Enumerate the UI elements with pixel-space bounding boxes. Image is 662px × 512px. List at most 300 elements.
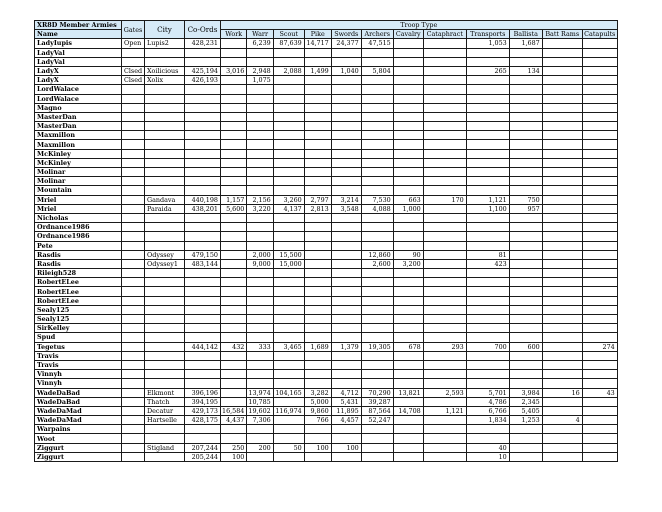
gates-cell <box>122 94 145 103</box>
archers-cell <box>361 333 393 342</box>
pike-cell <box>304 379 331 388</box>
scout-cell <box>273 360 304 369</box>
pike-cell <box>304 103 331 112</box>
cavalry-cell <box>393 305 423 314</box>
scout-cell <box>273 140 304 149</box>
batt-rams-cell <box>542 140 582 149</box>
cavalry-cell <box>393 269 423 278</box>
city-cell <box>145 149 185 158</box>
ballista-cell <box>509 315 542 324</box>
catapults-cell <box>582 76 617 85</box>
cataphract-cell <box>423 269 466 278</box>
cavalry-cell <box>393 397 423 406</box>
city-cell <box>145 186 185 195</box>
coords-cell <box>185 333 221 342</box>
batt-rams-cell <box>542 259 582 268</box>
cavalry-cell <box>393 177 423 186</box>
coords-cell <box>185 140 221 149</box>
swords-cell: 24,377 <box>331 39 361 48</box>
archers-cell <box>361 425 393 434</box>
cavalry-cell <box>393 379 423 388</box>
coords-cell <box>185 370 221 379</box>
city-cell <box>145 158 185 167</box>
swords-cell <box>331 315 361 324</box>
gates-cell <box>122 186 145 195</box>
scout-cell <box>273 232 304 241</box>
batt-rams-cell <box>542 443 582 452</box>
archers-cell: 39,287 <box>361 397 393 406</box>
batt-rams-cell <box>542 342 582 351</box>
catapults-cell <box>582 416 617 425</box>
city-cell: Decatur <box>145 406 185 415</box>
cataphract-cell <box>423 39 466 48</box>
swords-cell <box>331 370 361 379</box>
troop-col-header: Batt Rams <box>542 30 582 39</box>
pike-cell: 2,797 <box>304 195 331 204</box>
coords-cell <box>185 269 221 278</box>
table-row <box>35 250 618 259</box>
name-cell: Magno <box>35 103 122 112</box>
name-cell: Travis <box>35 351 122 360</box>
work-cell <box>221 76 247 85</box>
catapults-cell <box>582 112 617 121</box>
batt-rams-cell <box>542 103 582 112</box>
coords-cell <box>185 223 221 232</box>
city-cell <box>145 131 185 140</box>
archers-cell: 70,290 <box>361 388 393 397</box>
coords-cell <box>185 434 221 443</box>
swords-cell <box>331 168 361 177</box>
name-cell: Rileigh528 <box>35 269 122 278</box>
gates-cell <box>122 149 145 158</box>
city-cell <box>145 360 185 369</box>
ballista-cell <box>509 57 542 66</box>
city-cell: Hartselle <box>145 416 185 425</box>
warr-cell <box>247 241 273 250</box>
warr-cell <box>247 360 273 369</box>
gates-cell <box>122 434 145 443</box>
name-cell: WadeDaMad <box>35 406 122 415</box>
cavalry-cell <box>393 315 423 324</box>
pike-cell <box>304 140 331 149</box>
archers-cell <box>361 232 393 241</box>
archers-cell <box>361 158 393 167</box>
batt-rams-cell <box>542 397 582 406</box>
cavalry-cell: 13,821 <box>393 388 423 397</box>
work-cell: 100 <box>221 452 247 461</box>
city-cell <box>145 324 185 333</box>
table-row <box>35 140 618 149</box>
coords-header: Co-Ords <box>185 21 221 39</box>
work-cell <box>221 287 247 296</box>
cataphract-cell <box>423 94 466 103</box>
gates-cell <box>122 452 145 461</box>
cataphract-cell <box>423 66 466 75</box>
city-cell <box>145 232 185 241</box>
gates-header: Gates <box>122 21 145 39</box>
swords-cell <box>331 379 361 388</box>
archers-cell <box>361 278 393 287</box>
warr-cell <box>247 351 273 360</box>
coords-cell: 205,244 <box>185 452 221 461</box>
ballista-cell <box>509 103 542 112</box>
coords-cell <box>185 149 221 158</box>
warr-cell <box>247 315 273 324</box>
scout-cell <box>273 452 304 461</box>
gates-cell <box>122 213 145 222</box>
catapults-cell <box>582 259 617 268</box>
name-cell: LadyVal <box>35 57 122 66</box>
troop-col-header: Cataphract <box>423 30 466 39</box>
coords-cell <box>185 241 221 250</box>
work-cell <box>221 223 247 232</box>
work-cell <box>221 370 247 379</box>
catapults-cell <box>582 278 617 287</box>
cataphract-cell <box>423 213 466 222</box>
ballista-cell: 1,687 <box>509 39 542 48</box>
warr-cell: 200 <box>247 443 273 452</box>
gates-cell <box>122 388 145 397</box>
cataphract-cell <box>423 112 466 121</box>
transports-cell <box>466 333 509 342</box>
work-cell <box>221 388 247 397</box>
table-row <box>35 434 618 443</box>
cavalry-cell: 663 <box>393 195 423 204</box>
coords-cell: 425,194 <box>185 66 221 75</box>
name-cell: Rasdis <box>35 250 122 259</box>
coords-cell <box>185 425 221 434</box>
batt-rams-cell <box>542 406 582 415</box>
cataphract-cell <box>423 434 466 443</box>
cavalry-cell <box>393 94 423 103</box>
name-cell: LadyX <box>35 66 122 75</box>
work-cell <box>221 379 247 388</box>
cataphract-cell <box>423 324 466 333</box>
work-cell <box>221 278 247 287</box>
transports-cell: 700 <box>466 342 509 351</box>
swords-cell <box>331 131 361 140</box>
catapults-cell <box>582 296 617 305</box>
ballista-cell <box>509 287 542 296</box>
ballista-cell: 2,345 <box>509 397 542 406</box>
warr-cell <box>247 85 273 94</box>
name-cell: RobertELee <box>35 278 122 287</box>
city-cell <box>145 241 185 250</box>
cavalry-cell <box>393 351 423 360</box>
pike-cell <box>304 269 331 278</box>
gates-cell <box>122 342 145 351</box>
ballista-cell <box>509 443 542 452</box>
table-row <box>35 379 618 388</box>
warr-cell <box>247 94 273 103</box>
gates-cell: Clsed <box>122 66 145 75</box>
name-cell: LadyX <box>35 76 122 85</box>
army-table-body <box>35 39 618 462</box>
ballista-cell <box>509 333 542 342</box>
cataphract-cell <box>423 287 466 296</box>
archers-cell: 2,600 <box>361 259 393 268</box>
cavalry-cell <box>393 333 423 342</box>
work-cell <box>221 305 247 314</box>
swords-cell <box>331 259 361 268</box>
pike-cell <box>304 287 331 296</box>
swords-cell <box>331 269 361 278</box>
catapults-cell <box>582 186 617 195</box>
swords-cell <box>331 241 361 250</box>
cataphract-cell <box>423 76 466 85</box>
swords-cell <box>331 278 361 287</box>
cavalry-cell <box>393 425 423 434</box>
name-header: Name <box>35 30 122 39</box>
ballista-cell <box>509 425 542 434</box>
warr-cell: 2,948 <box>247 66 273 75</box>
coords-cell <box>185 131 221 140</box>
cataphract-cell <box>423 140 466 149</box>
swords-cell: 5,431 <box>331 397 361 406</box>
transports-cell: 1,100 <box>466 204 509 213</box>
archers-cell <box>361 452 393 461</box>
cataphract-cell <box>423 278 466 287</box>
cavalry-cell <box>393 241 423 250</box>
catapults-cell <box>582 48 617 57</box>
coords-cell: 207,244 <box>185 443 221 452</box>
city-cell <box>145 379 185 388</box>
transports-cell: 1,834 <box>466 416 509 425</box>
city-cell <box>145 333 185 342</box>
cataphract-cell <box>423 241 466 250</box>
batt-rams-cell <box>542 223 582 232</box>
table-title: XR8D Member Armies <box>35 21 122 30</box>
archers-cell <box>361 351 393 360</box>
pike-cell <box>304 351 331 360</box>
name-cell: Maxmillon <box>35 140 122 149</box>
archers-cell: 5,804 <box>361 66 393 75</box>
cataphract-cell <box>423 232 466 241</box>
ballista-cell: 5,405 <box>509 406 542 415</box>
cataphract-cell <box>423 168 466 177</box>
work-cell <box>221 57 247 66</box>
transports-cell <box>466 351 509 360</box>
catapults-cell <box>582 360 617 369</box>
work-cell <box>221 112 247 121</box>
table-row <box>35 305 618 314</box>
gates-cell <box>122 103 145 112</box>
cataphract-cell <box>423 204 466 213</box>
city-cell <box>145 122 185 131</box>
city-cell: Odyssey1 <box>145 259 185 268</box>
batt-rams-cell <box>542 94 582 103</box>
batt-rams-cell <box>542 241 582 250</box>
batt-rams-cell <box>542 57 582 66</box>
batt-rams-cell <box>542 149 582 158</box>
name-cell: Rasdis <box>35 259 122 268</box>
scout-cell <box>273 177 304 186</box>
name-cell: Molinar <box>35 177 122 186</box>
pike-cell <box>304 259 331 268</box>
batt-rams-cell: 16 <box>542 388 582 397</box>
swords-cell: 1,040 <box>331 66 361 75</box>
coords-cell <box>185 94 221 103</box>
scout-cell <box>273 324 304 333</box>
transports-cell: 6,766 <box>466 406 509 415</box>
army-table-container <box>34 20 618 462</box>
scout-cell <box>273 149 304 158</box>
batt-rams-cell <box>542 158 582 167</box>
troop-col-header: Transports <box>466 30 509 39</box>
cataphract-cell <box>423 186 466 195</box>
ballista-cell <box>509 223 542 232</box>
swords-cell: 1,379 <box>331 342 361 351</box>
catapults-cell <box>582 434 617 443</box>
warr-cell: 6,239 <box>247 39 273 48</box>
ballista-cell: 600 <box>509 342 542 351</box>
warr-cell <box>247 287 273 296</box>
batt-rams-cell <box>542 76 582 85</box>
cataphract-cell <box>423 425 466 434</box>
work-cell <box>221 259 247 268</box>
swords-cell <box>331 94 361 103</box>
work-cell <box>221 397 247 406</box>
gates-cell <box>122 305 145 314</box>
work-cell <box>221 425 247 434</box>
transports-cell <box>466 278 509 287</box>
table-row <box>35 122 618 131</box>
swords-cell <box>331 250 361 259</box>
swords-cell: 4,457 <box>331 416 361 425</box>
transports-cell <box>466 379 509 388</box>
warr-cell <box>247 223 273 232</box>
warr-cell <box>247 278 273 287</box>
pike-cell <box>304 370 331 379</box>
troop-col-header: Cavalry <box>393 30 423 39</box>
transports-cell <box>466 296 509 305</box>
pike-cell <box>304 452 331 461</box>
catapults-cell <box>582 39 617 48</box>
table-row <box>35 149 618 158</box>
gates-cell <box>122 416 145 425</box>
coords-cell: 428,175 <box>185 416 221 425</box>
ballista-cell <box>509 131 542 140</box>
warr-cell <box>247 269 273 278</box>
catapults-cell <box>582 397 617 406</box>
batt-rams-cell <box>542 250 582 259</box>
scout-cell: 4,137 <box>273 204 304 213</box>
warr-cell <box>247 333 273 342</box>
name-cell: Tegetus <box>35 342 122 351</box>
archers-cell: 19,305 <box>361 342 393 351</box>
city-cell: Xoilicious <box>145 66 185 75</box>
swords-cell <box>331 296 361 305</box>
work-cell <box>221 333 247 342</box>
swords-cell: 100 <box>331 443 361 452</box>
cavalry-cell: 678 <box>393 342 423 351</box>
transports-cell: 4,786 <box>466 397 509 406</box>
table-row <box>35 232 618 241</box>
catapults-cell <box>582 232 617 241</box>
catapults-cell <box>582 158 617 167</box>
ballista-cell <box>509 379 542 388</box>
coords-cell <box>185 379 221 388</box>
pike-cell <box>304 168 331 177</box>
warr-cell <box>247 168 273 177</box>
scout-cell <box>273 241 304 250</box>
pike-cell: 100 <box>304 443 331 452</box>
transports-cell <box>466 213 509 222</box>
name-cell: Vinnyh <box>35 370 122 379</box>
city-cell: Elkmont <box>145 388 185 397</box>
table-row <box>35 168 618 177</box>
coords-cell <box>185 296 221 305</box>
swords-cell: 3,548 <box>331 204 361 213</box>
coords-cell <box>185 278 221 287</box>
scout-cell <box>273 213 304 222</box>
batt-rams-cell <box>542 204 582 213</box>
batt-rams-cell <box>542 168 582 177</box>
catapults-cell <box>582 425 617 434</box>
transports-cell <box>466 434 509 443</box>
archers-cell <box>361 324 393 333</box>
scout-cell: 15,500 <box>273 250 304 259</box>
scout-cell <box>273 168 304 177</box>
catapults-cell <box>582 57 617 66</box>
cataphract-cell <box>423 443 466 452</box>
coords-cell: 483,144 <box>185 259 221 268</box>
name-cell: Mountain <box>35 186 122 195</box>
batt-rams-cell <box>542 112 582 121</box>
warr-cell: 333 <box>247 342 273 351</box>
warr-cell <box>247 434 273 443</box>
ballista-cell <box>509 48 542 57</box>
archers-cell <box>361 140 393 149</box>
swords-cell <box>331 122 361 131</box>
table-row <box>35 388 618 397</box>
batt-rams-cell <box>542 85 582 94</box>
coords-cell <box>185 324 221 333</box>
swords-cell <box>331 158 361 167</box>
pike-cell <box>304 305 331 314</box>
scout-cell <box>273 48 304 57</box>
transports-cell <box>466 103 509 112</box>
gates-cell <box>122 140 145 149</box>
archers-cell: 87,564 <box>361 406 393 415</box>
coords-cell <box>185 232 221 241</box>
warr-cell <box>247 140 273 149</box>
scout-cell: 116,974 <box>273 406 304 415</box>
pike-cell <box>304 213 331 222</box>
transports-cell: 5,701 <box>466 388 509 397</box>
archers-cell <box>361 241 393 250</box>
cataphract-cell <box>423 158 466 167</box>
coords-cell: 440,198 <box>185 195 221 204</box>
cavalry-cell: 1,000 <box>393 204 423 213</box>
gates-cell <box>122 168 145 177</box>
pike-cell: 1,499 <box>304 66 331 75</box>
troop-col-header: Swords <box>331 30 361 39</box>
name-cell: Maxmillon <box>35 131 122 140</box>
city-cell: Lupis2 <box>145 39 185 48</box>
archers-cell <box>361 213 393 222</box>
ballista-cell <box>509 296 542 305</box>
ballista-cell <box>509 158 542 167</box>
name-cell: Pete <box>35 241 122 250</box>
scout-cell <box>273 85 304 94</box>
pike-cell <box>304 360 331 369</box>
scout-cell <box>273 76 304 85</box>
archers-cell <box>361 177 393 186</box>
pike-cell: 9,860 <box>304 406 331 415</box>
scout-cell <box>273 278 304 287</box>
cavalry-cell <box>393 122 423 131</box>
